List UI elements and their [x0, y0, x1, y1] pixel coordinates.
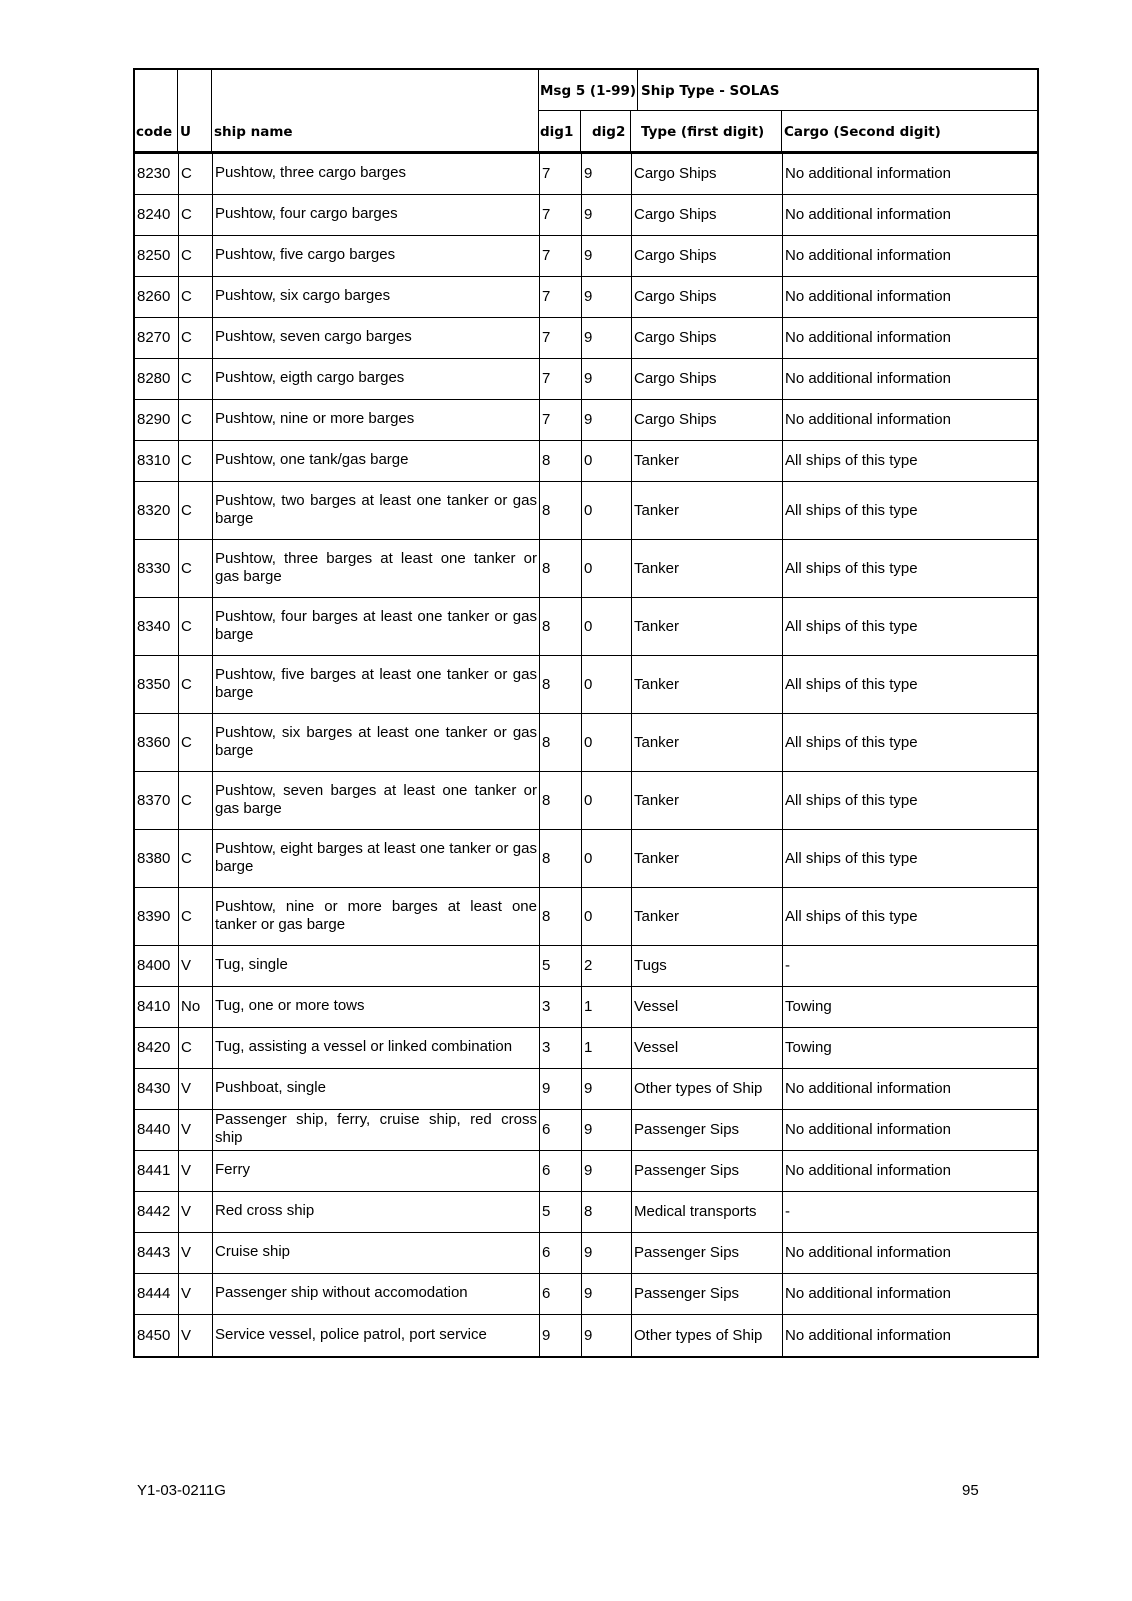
table-body — [133, 154, 1039, 1358]
dig2-cell: 9 — [582, 154, 632, 194]
code-cell: 8390 — [135, 888, 179, 945]
type-cell: Other types of Ship — [632, 1315, 783, 1356]
table-row — [135, 540, 1037, 598]
code-cell: 8380 — [135, 830, 179, 887]
type-cell: Tanker — [632, 772, 783, 829]
table-row — [135, 1110, 1037, 1151]
ship-name-cell: Pushtow, seven cargo barges — [213, 318, 540, 358]
type-cell: Tanker — [632, 598, 783, 655]
ship-name-cell: Pushtow, three barges at least one tanker or gas barge — [213, 540, 540, 597]
type-cell: Cargo Ships — [632, 400, 783, 440]
type-cell: Other types of Ship — [632, 1069, 783, 1109]
ship-name-cell: Pushtow, four cargo barges — [213, 195, 540, 235]
code-cell: 8310 — [135, 441, 179, 481]
cargo-cell: All ships of this type — [785, 907, 918, 925]
dig1-cell: 9 — [540, 1069, 582, 1109]
ship-name-cell: Red cross ship — [213, 1192, 540, 1232]
solas-group-header: Ship Type - SOLAS — [641, 83, 780, 99]
u-cell: V — [179, 1069, 213, 1109]
table-row — [135, 987, 1037, 1028]
dig1-cell: 7 — [540, 195, 582, 235]
table-row — [135, 1069, 1037, 1110]
dig1-cell: 8 — [540, 540, 582, 597]
dig2-cell: 0 — [582, 598, 632, 655]
dig1-cell: 8 — [540, 482, 582, 539]
u-cell: C — [179, 830, 213, 887]
ship-name-cell: Pushtow, six barges at least one tanker or gas barge — [213, 714, 540, 771]
cargo-cell: All ships of this type — [785, 675, 918, 693]
cargo-column-header: Cargo (Second digit) — [784, 124, 941, 140]
u-cell: V — [179, 1192, 213, 1232]
dig1-column-header: dig1 — [540, 124, 574, 140]
code-cell: 8370 — [135, 772, 179, 829]
code-column-header: code — [136, 124, 173, 140]
u-cell: C — [179, 482, 213, 539]
ship-name-cell: Tug, one or more tows — [213, 987, 540, 1027]
u-cell: C — [179, 772, 213, 829]
ship-name-cell: Pushtow, two barges at least one tanker or gas barge — [213, 482, 540, 539]
type-cell: Tanker — [632, 482, 783, 539]
table-row — [135, 772, 1037, 830]
code-cell: 8420 — [135, 1028, 179, 1068]
cargo-cell: No additional information — [785, 1285, 951, 1302]
table-row — [135, 1151, 1037, 1192]
dig2-cell: 9 — [582, 1110, 632, 1150]
dig1-cell: 6 — [540, 1233, 582, 1273]
code-cell: 8240 — [135, 195, 179, 235]
code-cell: 8280 — [135, 359, 179, 399]
cargo-cell: - — [785, 957, 790, 974]
msg5-group-header: Msg 5 (1-99) — [540, 83, 637, 99]
table-row — [135, 946, 1037, 987]
code-cell: 8290 — [135, 400, 179, 440]
code-cell: 8340 — [135, 598, 179, 655]
u-cell: No — [179, 987, 213, 1027]
ship-name-cell: Pushtow, six cargo barges — [213, 277, 540, 317]
dig1-cell: 8 — [540, 441, 582, 481]
dig2-cell: 0 — [582, 540, 632, 597]
cargo-cell: - — [785, 1203, 790, 1220]
cargo-cell: No additional information — [785, 411, 951, 428]
table-header — [133, 68, 1039, 154]
table-row — [135, 1028, 1037, 1069]
dig1-cell: 8 — [540, 656, 582, 713]
table-row — [135, 154, 1037, 195]
u-cell: C — [179, 277, 213, 317]
table-row — [135, 830, 1037, 888]
u-cell: C — [179, 441, 213, 481]
ship-name-cell: Tug, single — [213, 946, 540, 986]
code-cell: 8270 — [135, 318, 179, 358]
dig2-cell: 0 — [582, 830, 632, 887]
ship-name-cell: Pushtow, one tank/gas barge — [213, 441, 540, 481]
table-row — [135, 714, 1037, 772]
type-cell: Cargo Ships — [632, 277, 783, 317]
type-cell: Tanker — [632, 888, 783, 945]
code-cell: 8443 — [135, 1233, 179, 1273]
ship-name-column-header: ship name — [214, 124, 293, 140]
table-row — [135, 1315, 1037, 1356]
code-cell: 8441 — [135, 1151, 179, 1191]
dig1-cell: 7 — [540, 277, 582, 317]
u-cell: C — [179, 656, 213, 713]
ship-name-cell: Pushtow, eigth cargo barges — [213, 359, 540, 399]
u-cell: V — [179, 946, 213, 986]
ship-name-cell: Passenger ship, ferry, cruise ship, red cross ship — [213, 1110, 540, 1150]
type-cell: Passenger Sips — [632, 1233, 783, 1273]
cargo-cell: All ships of this type — [785, 791, 918, 809]
code-cell: 8320 — [135, 482, 179, 539]
dig2-cell: 9 — [582, 1069, 632, 1109]
cargo-cell: No additional information — [785, 370, 951, 387]
cargo-cell: Towing — [785, 1039, 832, 1056]
table-row — [135, 400, 1037, 441]
code-cell: 8450 — [135, 1315, 179, 1356]
dig1-cell: 5 — [540, 946, 582, 986]
dig1-cell: 8 — [540, 830, 582, 887]
ship-name-cell: Cruise ship — [213, 1233, 540, 1273]
ship-type-table — [133, 68, 1039, 1358]
cargo-cell: All ships of this type — [785, 501, 918, 519]
ship-name-cell: Pushtow, five cargo barges — [213, 236, 540, 276]
ship-name-cell: Tug, assisting a vessel or linked combination — [213, 1028, 540, 1068]
dig1-cell: 7 — [540, 318, 582, 358]
ship-name-cell: Pushtow, three cargo barges — [213, 154, 540, 194]
dig2-cell: 9 — [582, 1151, 632, 1191]
dig1-cell: 8 — [540, 598, 582, 655]
table-row — [135, 656, 1037, 714]
cargo-cell: No additional information — [785, 165, 951, 182]
table-row — [135, 359, 1037, 400]
type-cell: Passenger Sips — [632, 1274, 783, 1314]
ship-name-cell: Pushtow, four barges at least one tanker or gas barge — [213, 598, 540, 655]
ship-name-cell: Pushtow, five barges at least one tanker or gas barge — [213, 656, 540, 713]
u-cell: C — [179, 318, 213, 358]
dig1-cell: 7 — [540, 154, 582, 194]
cargo-cell: All ships of this type — [785, 849, 918, 867]
cargo-cell: All ships of this type — [785, 733, 918, 751]
ship-name-cell: Pushtow, nine or more barges — [213, 400, 540, 440]
dig2-cell: 0 — [582, 772, 632, 829]
type-cell: Cargo Ships — [632, 236, 783, 276]
table-row — [135, 277, 1037, 318]
code-cell: 8330 — [135, 540, 179, 597]
code-cell: 8260 — [135, 277, 179, 317]
ship-name-cell: Pushboat, single — [213, 1069, 540, 1109]
dig1-cell: 7 — [540, 400, 582, 440]
table-row — [135, 318, 1037, 359]
ship-name-cell: Passenger ship without accomodation — [213, 1274, 540, 1314]
dig1-cell: 6 — [540, 1151, 582, 1191]
code-cell: 8400 — [135, 946, 179, 986]
cargo-cell: No additional information — [785, 288, 951, 305]
dig2-cell: 9 — [582, 1315, 632, 1356]
dig2-cell: 9 — [582, 318, 632, 358]
code-cell: 8350 — [135, 656, 179, 713]
dig2-cell: 8 — [582, 1192, 632, 1232]
cargo-cell: Towing — [785, 998, 832, 1015]
u-cell: C — [179, 236, 213, 276]
dig2-cell: 9 — [582, 400, 632, 440]
dig2-cell: 1 — [582, 1028, 632, 1068]
u-cell: C — [179, 540, 213, 597]
dig1-cell: 6 — [540, 1110, 582, 1150]
u-cell: C — [179, 888, 213, 945]
type-cell: Tanker — [632, 830, 783, 887]
type-cell: Cargo Ships — [632, 318, 783, 358]
dig2-cell: 9 — [582, 1274, 632, 1314]
dig2-cell: 2 — [582, 946, 632, 986]
table-row — [135, 1274, 1037, 1315]
type-cell: Tanker — [632, 656, 783, 713]
dig1-cell: 5 — [540, 1192, 582, 1232]
u-cell: C — [179, 359, 213, 399]
type-cell: Tanker — [632, 540, 783, 597]
u-cell: V — [179, 1110, 213, 1150]
dig2-cell: 0 — [582, 888, 632, 945]
type-cell: Vessel — [632, 1028, 783, 1068]
cargo-cell: All ships of this type — [785, 617, 918, 635]
type-cell: Medical transports — [632, 1192, 783, 1232]
ship-name-cell: Ferry — [213, 1151, 540, 1191]
u-cell: C — [179, 714, 213, 771]
type-column-header: Type (first digit) — [641, 124, 765, 140]
table-row — [135, 1192, 1037, 1233]
code-cell: 8230 — [135, 154, 179, 194]
cargo-cell: All ships of this type — [785, 559, 918, 577]
ship-name-cell: Pushtow, seven barges at least one tanker or gas barge — [213, 772, 540, 829]
type-cell: Passenger Sips — [632, 1110, 783, 1150]
code-cell: 8442 — [135, 1192, 179, 1232]
dig1-cell: 7 — [540, 359, 582, 399]
cargo-cell: No additional information — [785, 206, 951, 223]
type-cell: Passenger Sips — [632, 1151, 783, 1191]
type-cell: Cargo Ships — [632, 154, 783, 194]
ship-name-cell: Service vessel, police patrol, port service — [213, 1315, 540, 1356]
dig1-cell: 3 — [540, 987, 582, 1027]
code-cell: 8410 — [135, 987, 179, 1027]
page-number: 95 — [962, 1482, 979, 1499]
type-cell: Tugs — [632, 946, 783, 986]
dig2-cell: 0 — [582, 656, 632, 713]
cargo-cell: No additional information — [785, 247, 951, 264]
type-cell: Vessel — [632, 987, 783, 1027]
code-cell: 8444 — [135, 1274, 179, 1314]
table-row — [135, 195, 1037, 236]
table-row — [135, 236, 1037, 277]
cargo-cell: All ships of this type — [785, 452, 918, 469]
dig2-cell: 9 — [582, 195, 632, 235]
code-cell: 8440 — [135, 1110, 179, 1150]
u-cell: V — [179, 1151, 213, 1191]
dig1-cell: 3 — [540, 1028, 582, 1068]
ship-name-cell: Pushtow, eight barges at least one tanker or gas barge — [213, 830, 540, 887]
cargo-cell: No additional information — [785, 329, 951, 346]
u-cell: V — [179, 1233, 213, 1273]
type-cell: Cargo Ships — [632, 359, 783, 399]
dig2-cell: 9 — [582, 277, 632, 317]
dig2-cell: 0 — [582, 441, 632, 481]
table-row — [135, 888, 1037, 946]
dig1-cell: 7 — [540, 236, 582, 276]
document-id: Y1-03-0211G — [137, 1482, 226, 1499]
dig1-cell: 9 — [540, 1315, 582, 1356]
type-cell: Cargo Ships — [632, 195, 783, 235]
u-cell: V — [179, 1274, 213, 1314]
table-row — [135, 598, 1037, 656]
u-cell: C — [179, 154, 213, 194]
dig2-cell: 0 — [582, 482, 632, 539]
table-row — [135, 441, 1037, 482]
u-cell: C — [179, 1028, 213, 1068]
cargo-cell: No additional information — [785, 1080, 951, 1097]
cargo-cell: No additional information — [785, 1162, 951, 1179]
dig2-cell: 9 — [582, 359, 632, 399]
dig2-cell: 9 — [582, 236, 632, 276]
dig1-cell: 6 — [540, 1274, 582, 1314]
u-cell: C — [179, 195, 213, 235]
dig1-cell: 8 — [540, 888, 582, 945]
cargo-cell: No additional information — [785, 1121, 951, 1138]
ship-name-cell: Pushtow, nine or more barges at least one tanker or gas barge — [213, 888, 540, 945]
u-column-header: U — [180, 124, 191, 140]
type-cell: Tanker — [632, 441, 783, 481]
u-cell: C — [179, 400, 213, 440]
code-cell: 8250 — [135, 236, 179, 276]
code-cell: 8430 — [135, 1069, 179, 1109]
cargo-cell: No additional information — [785, 1244, 951, 1261]
table-row — [135, 1233, 1037, 1274]
cargo-cell: No additional information — [785, 1326, 951, 1344]
dig2-column-header: dig2 — [592, 124, 626, 140]
code-cell: 8360 — [135, 714, 179, 771]
dig2-cell: 0 — [582, 714, 632, 771]
u-cell: C — [179, 598, 213, 655]
type-cell: Tanker — [632, 714, 783, 771]
dig2-cell: 9 — [582, 1233, 632, 1273]
dig1-cell: 8 — [540, 772, 582, 829]
dig2-cell: 1 — [582, 987, 632, 1027]
u-cell: V — [179, 1315, 213, 1356]
table-row — [135, 482, 1037, 540]
dig1-cell: 8 — [540, 714, 582, 771]
